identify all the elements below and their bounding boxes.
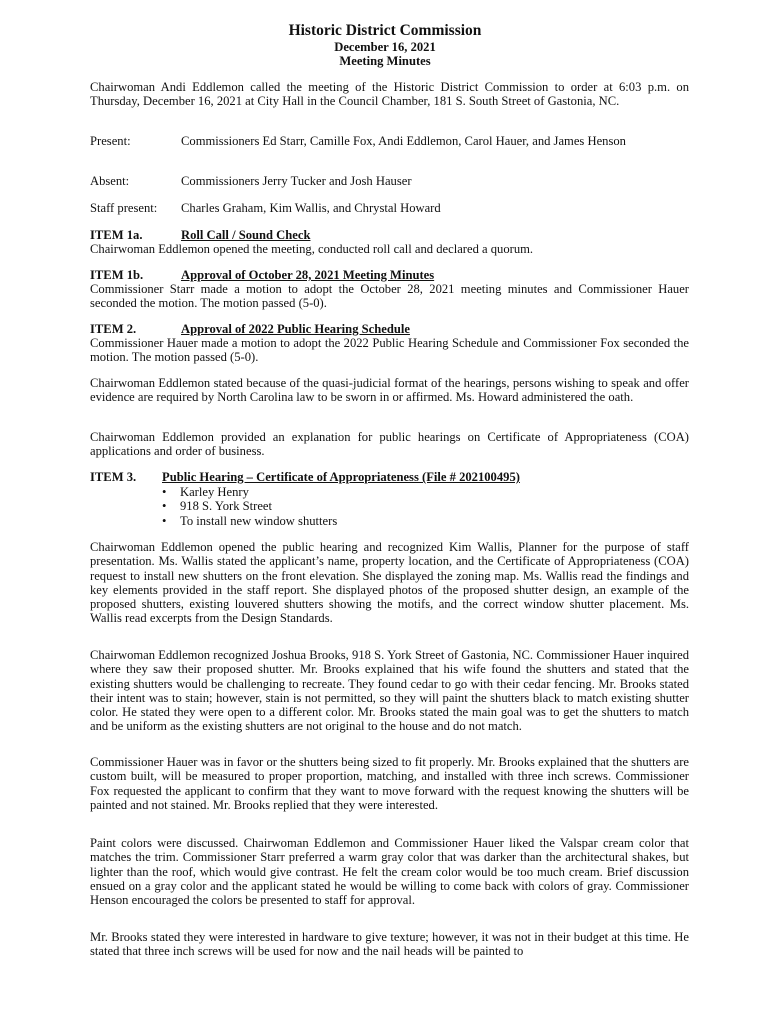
list-item: • 918 S. York Street — [160, 499, 337, 513]
coa-explanation-paragraph: Chairwoman Eddlemon provided an explanation for public hearings on Certificate of Appropriateness (COA) applications and order of business. — [90, 430, 689, 459]
item-1a-title: Roll Call / Sound Check — [181, 228, 311, 242]
meeting-date: December 16, 2021 — [334, 40, 436, 54]
present-label: Present: — [90, 134, 131, 148]
item-2-body: Commissioner Hauer made a motion to adopt the 2022 Public Hearing Schedule and Commissioner Fox seconded the motion. The motion passed (5-0). — [90, 336, 689, 365]
absent-value: Commissioners Jerry Tucker and Josh Hauser — [181, 174, 412, 188]
item-1a-number: ITEM 1a. — [90, 228, 143, 242]
hardware-paragraph: Mr. Brooks stated they were interested in hardware to give texture; however, it was not in their budget at this time. He stated that three inch screws will be used for now and the nail heads will be painted to — [90, 930, 689, 959]
item-1b-number: ITEM 1b. — [90, 268, 144, 282]
staff-presentation-paragraph: Chairwoman Eddlemon opened the public hearing and recognized Kim Wallis, Planner for the purpose of staff presentation. Ms. Wallis stated the applicant’s name, property location, and the Certificate of Appropriateness (COA) request to install new shutters on the front elevation. She displayed the zoning map. Ms. Wallis read the findings and key elements provided in the staff report. She displayed photos of the proposed shutter design, an example of the proposed shutters, existing louvered shutters showing the motifs, and the correct window shutter placement. Ms. Wallis read excerpts from the Design Standards. — [90, 540, 689, 626]
item-1b-body: Commissioner Starr made a motion to adopt the October 28, 2021 meeting minutes and Commissioner Hauer seconded the motion. The motion passed (5-0). — [90, 282, 689, 311]
item-2-number: ITEM 2. — [90, 322, 137, 336]
list-item: • Karley Henry — [160, 485, 337, 499]
applicant-testimony-paragraph: Chairwoman Eddlemon recognized Joshua Brooks, 918 S. York Street of Gastonia, NC. Commissioner Hauer inquired where they saw their proposed shutter. Mr. Brooks explained that his wife found the shutters and stated that the existing shutters would be challenging to recreate. They found cedar to go with their cedar fencing. Mr. Brooks stated their intent was to stain; however, stain is not permitted, so they will paint the shutters black to match existing shutter color. He stated they were open to a different color. Mr. Brooks stated the main goal was to get the shutters to match and be uniform as the existing shutters are not original to the house and do not match. — [90, 648, 689, 734]
intro-paragraph: Chairwoman Andi Eddlemon called the meeting of the Historic District Commission to order at 6:03 p.m. on Thursday, December 16, 2021 at City Hall in the Council Chamber, 181 S. South Street of Gastonia, NC. — [90, 80, 689, 109]
shutter-sizing-paragraph: Commissioner Hauer was in favor or the shutters being sized to fit properly. Mr. Brooks explained that the shutters are custom built, will be measured to proper proportion, matching, and installed with three inch screws. Commissioner Fox requested the applicant to confirm that they want to move forward with the request knowing the shutters will be painted and not stained. Mr. Brooks replied that they were interested. — [90, 755, 689, 812]
item-3-title: Public Hearing – Certificate of Appropriateness (File # 202100495) — [162, 470, 520, 484]
item-2-title: Approval of 2022 Public Hearing Schedule — [181, 322, 410, 336]
item-1a-body: Chairwoman Eddlemon opened the meeting, conducted roll call and declared a quorum. — [90, 242, 534, 256]
item-3-number: ITEM 3. — [90, 470, 137, 484]
paint-colors-paragraph: Paint colors were discussed. Chairwoman Eddlemon and Commissioner Hauer liked the Valspar cream color that matches the trim. Commissioner Starr preferred a warm gray color that was darker than the architectural shakes, but lighter than the roof, which would give contrast. He felt the cream color would be too much cream. Brief discussion ensued on a gray color and the applicant stated he would be willing to come back with colors of gray. Commissioner Henson encouraged the colors be presented to staff for approval. — [90, 836, 689, 908]
list-item: • To install new window shutters — [160, 514, 337, 528]
item-3-bullet-list — [160, 485, 337, 528]
document-title: Historic District Commission — [288, 22, 482, 39]
item-1b-title: Approval of October 28, 2021 Meeting Minutes — [181, 268, 435, 282]
absent-label: Absent: — [90, 174, 130, 188]
present-value: Commissioners Ed Starr, Camille Fox, Andi Eddlemon, Carol Hauer, and James Henson — [181, 134, 626, 148]
document-subtitle: Meeting Minutes — [339, 54, 431, 68]
staff-label: Staff present: — [90, 201, 158, 215]
staff-value: Charles Graham, Kim Wallis, and Chrystal Howard — [181, 201, 441, 215]
oath-paragraph: Chairwoman Eddlemon stated because of the quasi-judicial format of the hearings, persons wishing to speak and offer evidence are required by North Carolina law to be sworn in or affirmed. Ms. Howard administered the oath. — [90, 376, 689, 405]
